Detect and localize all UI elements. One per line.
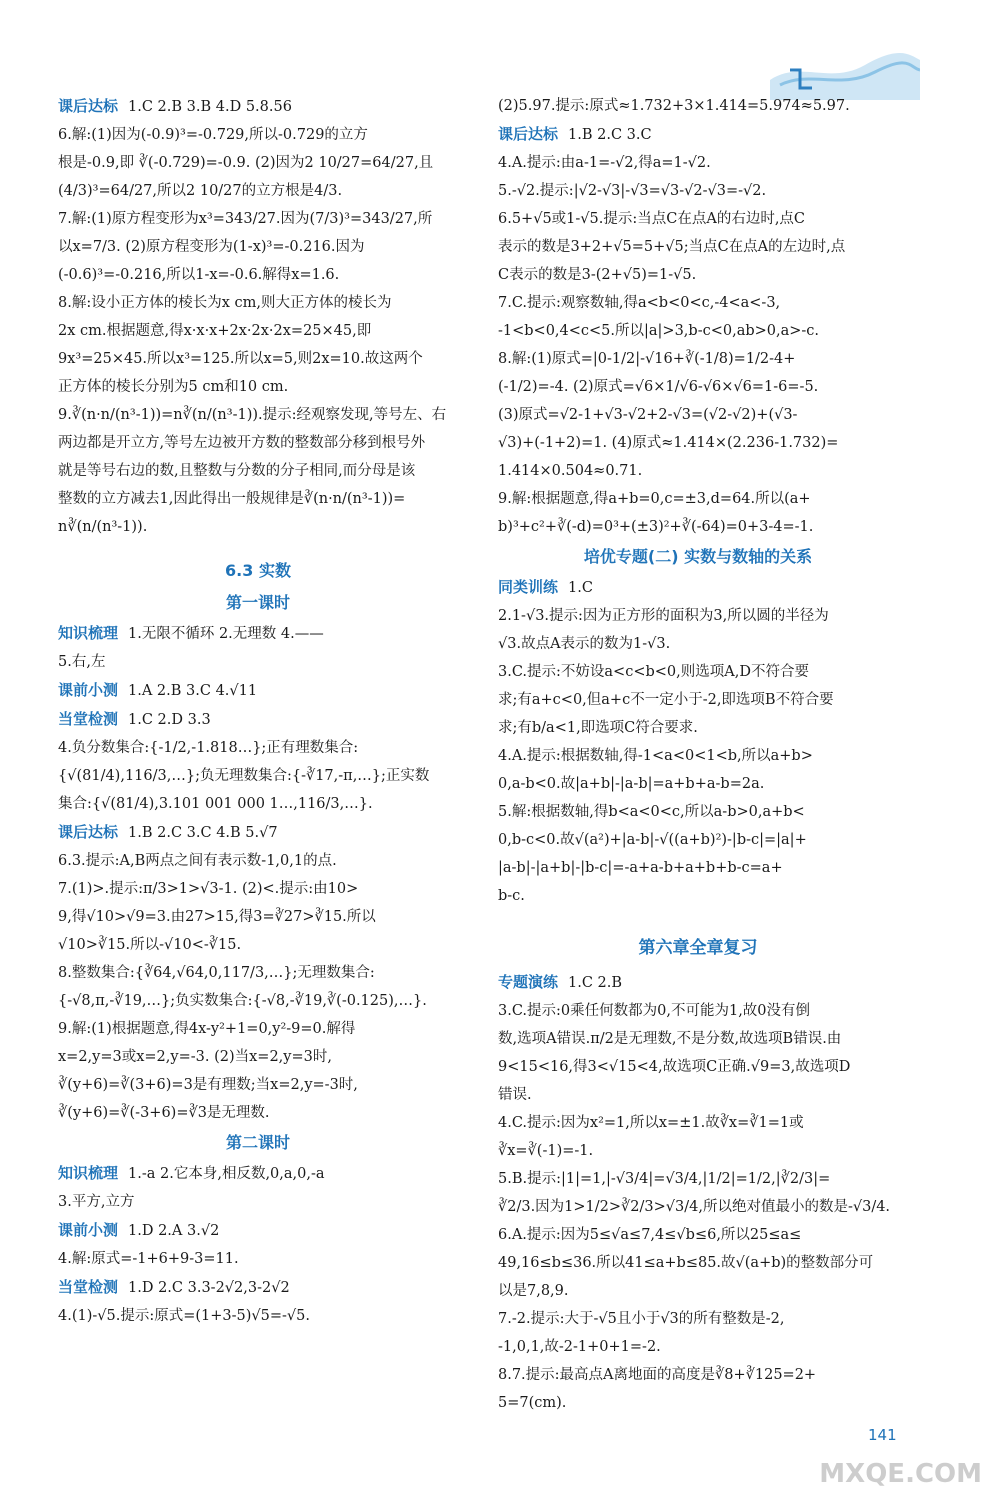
answer-line: (3)原式=√2-1+√3-√2+2-√3=(√2-√2)+(√3- [498, 407, 798, 423]
answer-text: 1.C [568, 580, 593, 596]
answer-line: |a-b|-|a+b|-|b-c|=-a+a-b+a+b+b-c=a+ [498, 860, 783, 876]
answer-group-heading: 课后达标 [498, 125, 559, 143]
answer-line: b)³+c²+∛(-d)=0³+(±3)²+∛(-64)=0+3-4=-1. [498, 519, 814, 535]
answer-line: 8.7.提示:最高点A离地面的高度是∛8+∛125=2+ [498, 1367, 817, 1383]
answer-group-heading: 专题演练 [498, 973, 559, 991]
header-wave-decoration [770, 40, 920, 100]
answer-line: 5.B.提示:|1|=1,|-√3/4|=√3/4,|1/2|=1/2,|∛2/3|= [498, 1171, 831, 1187]
answer-line: 7.-2.提示:大于-√5且小于√3的所有整数是-2, [498, 1311, 785, 1327]
answer-line: √10>∛15.所以-√10<-∛15. [58, 937, 242, 953]
answer-line: 2x cm.根据题意,得x·x·x+2x·2x·2x=25×45,即 [58, 323, 372, 339]
right-column [498, 92, 898, 1417]
answer-text: 1.无限不循环 2.无理数 4.—— [128, 626, 324, 642]
answer-line: -1<b<0,4<c<5.所以|a|>3,b-c<0,ab>0,a>-c. [498, 323, 820, 339]
answer-line: 以是7,8,9. [498, 1283, 569, 1299]
answer-line: 4.(1)-√5.提示:原式=(1+3-5)√5=-√5. [58, 1308, 311, 1324]
answer-line: 8.解:(1)原式=|0-1/2|-√16+∛(-1/8)=1/2-4+ [498, 351, 796, 367]
answer-group-heading: 课后达标 [58, 823, 119, 841]
left-column [58, 92, 458, 1330]
answer-group-heading: 知识梳理 [58, 1164, 119, 1182]
answer-line: 表示的数是3+2+√5=5+√5;当点C在点A的左边时,点 [498, 239, 846, 255]
answer-line: 5.右,左 [58, 654, 106, 670]
answer-line: 49,16≤b≤36.所以41≤a+b≤85.故√(a+b)的整数部分可 [498, 1255, 874, 1271]
answer-group-heading: 当堂检测 [58, 1278, 119, 1296]
answer-line: 8.解:设小正方体的棱长为x cm,则大正方体的棱长为 [58, 295, 392, 311]
answer-text: 1.D 2.A 3.√2 [128, 1223, 220, 1239]
answer-group-heading: 同类训练 [498, 578, 559, 596]
answer-line: n∛(n/(n³-1)). [58, 519, 148, 535]
answer-line: (4/3)³=64/27,所以2 10/27的立方根是4/3. [58, 183, 343, 199]
answer-group-line [58, 1273, 458, 1302]
page-number: 141 [868, 1426, 897, 1444]
answer-line: 9.解:(1)根据题意,得4x-y²+1=0,y²-9=0.解得 [58, 1021, 356, 1037]
answer-text: 1.C 2.D 3.3 [128, 712, 211, 728]
answer-group-line [498, 120, 898, 149]
answer-text: 1.B 2.C 3.C 4.B 5.√7 [128, 825, 278, 841]
answer-line: 错误. [498, 1087, 532, 1103]
answer-line: 9.∛(n·n/(n³-1))=n∛(n/(n³-1)).提示:经观察发现,等号左、右 [58, 407, 447, 423]
spacer [58, 541, 458, 555]
answer-line: 9,得√10>√9=3.由27>15,得3=∛27>∛15.所以 [58, 909, 376, 925]
answer-line: 3.C.提示:0乘任何数都为0,不可能为1,故0没有倒 [498, 1003, 811, 1019]
answer-line: 5=7(cm). [498, 1395, 567, 1411]
answer-group-line [498, 968, 898, 997]
answer-line: 求;有a+c<0,但a+c不一定小于-2,即选项B不符合要 [498, 692, 834, 708]
answer-line: 1.414×0.504≈0.71. [498, 463, 643, 479]
answer-line: 6.A.提示:因为5≤√a≤7,4≤√b≤6,所以25≤a≤ [498, 1227, 802, 1243]
answer-line: x=2,y=3或x=2,y=-3. (2)当x=2,y=3时, [58, 1049, 332, 1065]
answer-group-heading: 当堂检测 [58, 710, 119, 728]
answer-line: 4.C.提示:因为x²=1,所以x=±1.故∛x=∛1=1或 [498, 1115, 804, 1131]
answer-line: C表示的数是3-(2+√5)=1-√5. [498, 267, 697, 283]
answer-line: 4.A.提示:由a-1=-√2,得a=1-√2. [498, 155, 711, 171]
answer-line: {-√8,π,-∛19,…};负实数集合:{-√8,-∛19,∛(-0.125),…}. [58, 993, 427, 1009]
answer-line: 6.解:(1)因为(-0.9)³=-0.729,所以-0.729的立方 [58, 127, 368, 143]
answer-group-line [58, 705, 458, 734]
answer-line: 以x=7/3. (2)原方程变形为(1-x)³=-0.216.因为 [58, 239, 365, 255]
answer-line: 3.C.提示:不妨设a<c<b<0,则选项A,D不符合要 [498, 664, 809, 680]
answer-line: 3.平方,立方 [58, 1194, 135, 1210]
answer-group-line [58, 619, 458, 648]
answer-line: 9<15<16,得3<√15<4,故选项C正确.√9=3,故选项D [498, 1059, 851, 1075]
answer-text: 1.B 2.C 3.C [568, 127, 652, 143]
answer-text: 1.C 2.B 3.B 4.D 5.8.56 [128, 99, 292, 115]
answer-line: 0,b-c<0.故√(a²)+|a-b|-√((a+b)²)-|b-c|=|a|+ [498, 832, 807, 848]
answer-line: 数,选项A错误.π/2是无理数,不是分数,故选项B错误.由 [498, 1031, 842, 1047]
answer-text: 1.-a 2.它本身,相反数,0,a,0,-a [128, 1166, 325, 1182]
answer-line: (2)5.97.提示:原式≈1.732+3×1.414=5.974≈5.97. [498, 98, 850, 114]
answer-line: 0,a-b<0.故|a+b|-|a-b|=a+b+a-b=2a. [498, 776, 765, 792]
answer-line: 正方体的棱长分别为5 cm和10 cm. [58, 379, 289, 395]
answer-line: 求;有b/a<1,即选项C符合要求. [498, 720, 698, 736]
answer-group-line [498, 573, 898, 602]
answer-line: 集合:{√(81/4),3.101 001 000 1…,116/3,…}. [58, 796, 373, 812]
answer-line: ∛2/3.因为1>1/2>∛2/3>√3/4,所以绝对值最小的数是-√3/4. [498, 1199, 891, 1215]
answer-line: 5.-√2.提示:|√2-√3|-√3=√3-√2-√3=-√2. [498, 183, 767, 199]
answer-text: 1.C 2.B [568, 975, 623, 991]
answer-group-heading: 课后达标 [58, 97, 119, 115]
answer-line: 整数的立方减去1,因此得出一般规律是∛(n·n/(n³-1))= [58, 491, 406, 507]
answer-text: 1.D 2.C 3.3-2√2,3-2√2 [128, 1280, 290, 1296]
answer-group-line [58, 92, 458, 121]
answer-line: ∛(y+6)=∛(3+6)=3是有理数;当x=2,y=-3时, [58, 1077, 358, 1093]
answer-line: √3)+(-1+2)=1. (4)原式≈1.414×(2.236-1.732)= [498, 435, 839, 451]
answer-line: 4.解:原式=-1+6+9-3=11. [58, 1251, 239, 1267]
answer-group-heading: 课前小测 [58, 1221, 119, 1239]
answer-line: 4.负分数集合:{-1/2,-1.818…};正有理数集合: [58, 740, 359, 756]
watermark: MXQE.COM [819, 1459, 982, 1489]
answer-line: 9.解:根据题意,得a+b=0,c=±3,d=64.所以(a+ [498, 491, 811, 507]
answer-line: ∛x=∛(-1)=-1. [498, 1143, 594, 1159]
answer-line: 9x³=25×45.所以x³=125.所以x=5,则2x=10.故这两个 [58, 351, 423, 367]
section-title: 第六章全章复习 [638, 938, 758, 958]
section-title: 6.3 实数 [225, 561, 291, 580]
answer-line: 两边都是开立方,等号左边被开方数的整数部分移到根号外 [58, 435, 426, 451]
answer-text: 1.A 2.B 3.C 4.√11 [128, 683, 258, 699]
answer-line: 根是-0.9,即 ∛(-0.729)=-0.9. (2)因为2 10/27=64/27,且 [58, 155, 434, 171]
answer-line: (-0.6)³=-0.216,所以1-x=-0.6.解得x=1.6. [58, 267, 340, 283]
answer-line: √3.故点A表示的数为1-√3. [498, 636, 671, 652]
answer-line: ∛(y+6)=∛(-3+6)=∛3是无理数. [58, 1105, 270, 1121]
section-title: 培优专题(二) 实数与数轴的关系 [583, 547, 813, 566]
answer-line: 6.3.提示:A,B两点之间有表示数-1,0,1的点. [58, 853, 337, 869]
answer-line: 8.整数集合:{∛64,√64,0,117/3,…};无理数集合: [58, 965, 375, 981]
answer-line: 2.1-√3.提示:因为正方形的面积为3,所以圆的半径为 [498, 608, 829, 624]
answer-line: 6.5+√5或1-√5.提示:当点C在点A的右边时,点C [498, 211, 806, 227]
answer-line: b-c. [498, 888, 525, 904]
answer-group-heading: 课前小测 [58, 681, 119, 699]
section-title: 第二课时 [225, 1133, 290, 1152]
answer-line: -1,0,1,故-2-1+0+1=-2. [498, 1339, 661, 1355]
answer-line: (-1/2)=-4. (2)原式=√6×1/√6-√6×√6=1-6=-5. [498, 379, 819, 395]
answer-line: 就是等号右边的数,且整数与分数的分子相同,而分母是该 [58, 463, 416, 479]
answer-group-line [58, 676, 458, 705]
answer-group-line [58, 1216, 458, 1245]
section-title: 第一课时 [225, 593, 290, 612]
answer-line: 7.C.提示:观察数轴,得a<b<0<c,-4<a<-3, [498, 295, 781, 311]
answer-group-heading: 知识梳理 [58, 624, 119, 642]
answer-line: 7.(1)>.提示:π/3>1>√3-1. (2)<.提示:由10> [58, 881, 359, 897]
answer-line: 5.解:根据数轴,得b<a<0<c,所以a-b>0,a+b< [498, 804, 805, 820]
answer-line: 4.A.提示:根据数轴,得-1<a<0<1<b,所以a+b> [498, 748, 813, 764]
answer-group-line [58, 1159, 458, 1188]
answer-line: {√(81/4),116/3,…};负无理数集合:{-∛17,-π,…};正实数 [58, 768, 430, 784]
answer-group-line [58, 818, 458, 847]
answer-line: 7.解:(1)原方程变形为x³=343/27.因为(7/3)³=343/27,所 [58, 211, 433, 227]
